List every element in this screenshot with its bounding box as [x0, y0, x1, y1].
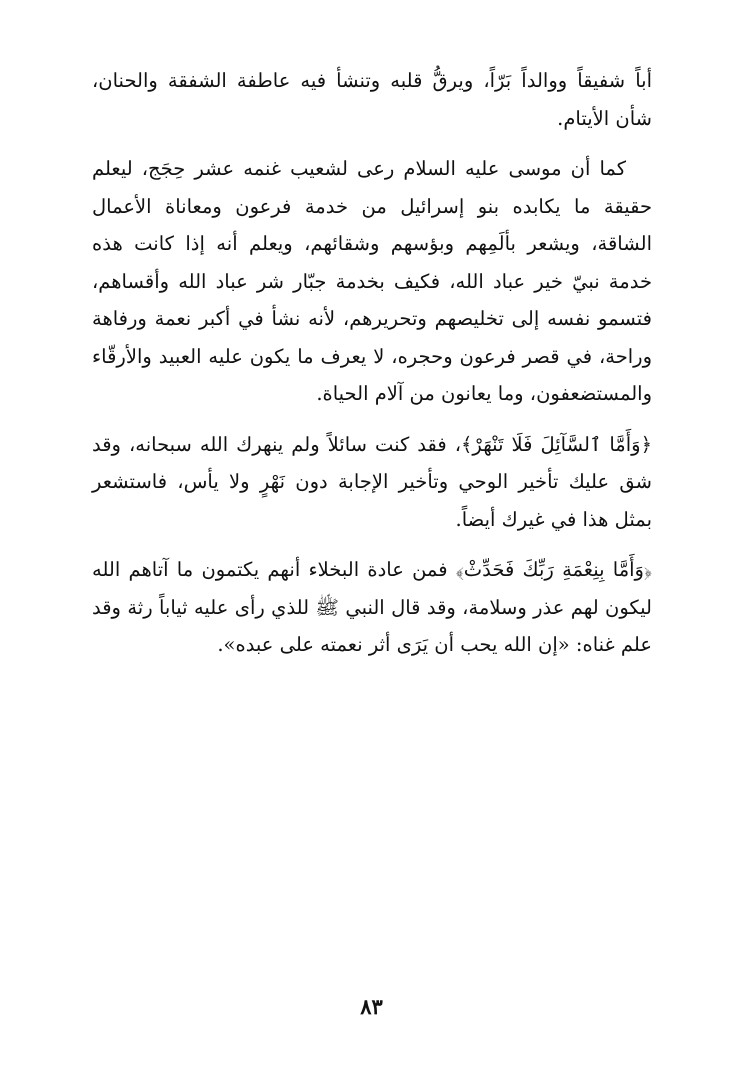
paragraph-4: ﴿وَأَمَّا بِنِعْمَةِ رَبِّكَ فَحَدِّثْ﴾ فمن عادة البخلاء أنهم يكتمون ما آتاهم الله ليكون لهم عذر وسلامة، وقد قال النبي ﷺ للذي رأى عليه ثياباً رثة وقد علم غناه: «إن الله يحب أن يَرَى أثر نعمته على عبده». [92, 558, 652, 656]
paragraph-3: ﴿وَأَمَّا ٱلسَّآئِلَ فَلَا تَنْهَرْ﴾، فقد كنت سائلاً ولم ينهرك الله سبحانه، وقد شق عليك تأخير الوحي وتأخير الإجابة دون نَهْرٍ ولا يأس، فاستشعر بمثل هذا في غيرك أيضاً. [92, 432, 652, 531]
paragraph-1: أباً شفيقاً ووالداً بَرّاً، ويرقُّ قلبه وتنشأ فيه عاطفة الشفقة والحنان، شأن الأيتام. [92, 69, 652, 130]
page-number: ٨٣ [360, 994, 383, 1019]
paragraph-2: كما أن موسى عليه السلام رعى لشعيب غنمه عشر حِجَج، ليعلم حقيقة ما يكابده بنو إسرائيل من خدمة فرعون ومعاناة الأعمال الشاقة، ويشعر بألَمِهم وبؤسهم وشقائهم، ويعلم أنه إذا كانت هذه خدمة نبيّ خير عباد الله، فكيف بخدمة جبّار شر عباد الله وأقساهم، فتسمو نفسه إلى تخليصهم وتحريرهم، لأنه نشأ في أكبر نعمة ورفاهة وراحة، في قصر فرعون وحجره، لا يعرف ما يكون عليه العبيد والأرقّاء والمستضعفون، وما يعانون من آلام الحياة. [92, 157, 652, 405]
page-body-text [92, 62, 652, 677]
